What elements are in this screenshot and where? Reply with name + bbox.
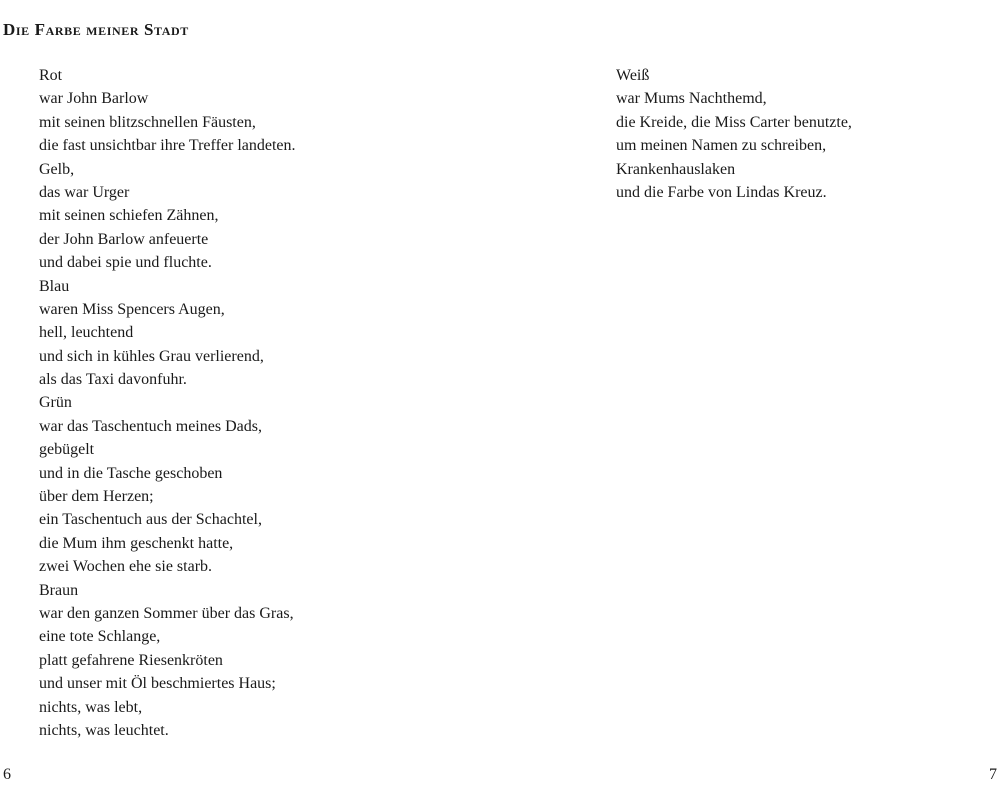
poem-left-column bbox=[39, 64, 296, 742]
poem-line: die Mum ihm geschenkt hatte, bbox=[39, 534, 234, 552]
poem-line: über dem Herzen; bbox=[39, 488, 154, 506]
poem-line: und dabei spie und fluchte. bbox=[39, 254, 212, 272]
poem-line: Rot bbox=[39, 67, 63, 84]
poem-line: hell, leuchtend bbox=[39, 324, 134, 342]
poem-line: war John Barlow bbox=[39, 90, 149, 108]
poem-line: ein Taschentuch aus der Schachtel, bbox=[39, 511, 262, 529]
poem-title: Die Farbe meiner Stadt bbox=[3, 20, 189, 39]
poem-line: nichts, was lebt, bbox=[39, 698, 143, 716]
poem-line: Blau bbox=[39, 277, 70, 295]
poem-line: Gelb, bbox=[39, 160, 75, 178]
poem-line: eine tote Schlange, bbox=[39, 628, 161, 646]
poem-line: das war Urger bbox=[39, 183, 130, 201]
poem-line: war Mums Nachthemd, bbox=[616, 90, 767, 108]
poem-line: war das Taschentuch meines Dads, bbox=[39, 417, 262, 435]
page-number-right: 7 bbox=[989, 766, 997, 783]
poem-line: und die Farbe von Lindas Kreuz. bbox=[616, 183, 827, 201]
poem-line: mit seinen blitzschnellen Fäusten, bbox=[39, 113, 256, 131]
poem-line: mit seinen schiefen Zähnen, bbox=[39, 207, 219, 225]
poem-line: um meinen Namen zu schreiben, bbox=[616, 137, 827, 155]
poem-line: Weiß bbox=[616, 67, 650, 84]
poem-line: waren Miss Spencers Augen, bbox=[39, 300, 225, 318]
poem-line: gebügelt bbox=[39, 441, 95, 459]
poem-line: der John Barlow anfeuerte bbox=[39, 230, 209, 248]
page-number-left: 6 bbox=[3, 766, 11, 783]
poem-line: die Kreide, die Miss Carter benutzte, bbox=[616, 113, 852, 131]
poem-line: platt gefahrene Riesenkröten bbox=[39, 651, 223, 669]
poem-line: und sich in kühles Grau verlierend, bbox=[39, 347, 264, 365]
poem-line: als das Taxi davonfuhr. bbox=[39, 371, 187, 389]
poem-line: die fast unsichtbar ihre Treffer landeten. bbox=[39, 137, 296, 155]
poem-line: war den ganzen Sommer über das Gras, bbox=[39, 604, 294, 622]
poem-line: Grün bbox=[39, 394, 72, 412]
poem-line: Krankenhauslaken bbox=[616, 160, 736, 178]
poem-line: nichts, was leuchtet. bbox=[39, 721, 169, 739]
poem-line: und in die Tasche geschoben bbox=[39, 464, 223, 482]
poem-line: und unser mit Öl beschmiertes Haus; bbox=[39, 675, 276, 693]
poem-right-column bbox=[616, 64, 852, 204]
poem-line: Braun bbox=[39, 581, 79, 599]
poem-line: zwei Wochen ehe sie starb. bbox=[39, 558, 213, 576]
